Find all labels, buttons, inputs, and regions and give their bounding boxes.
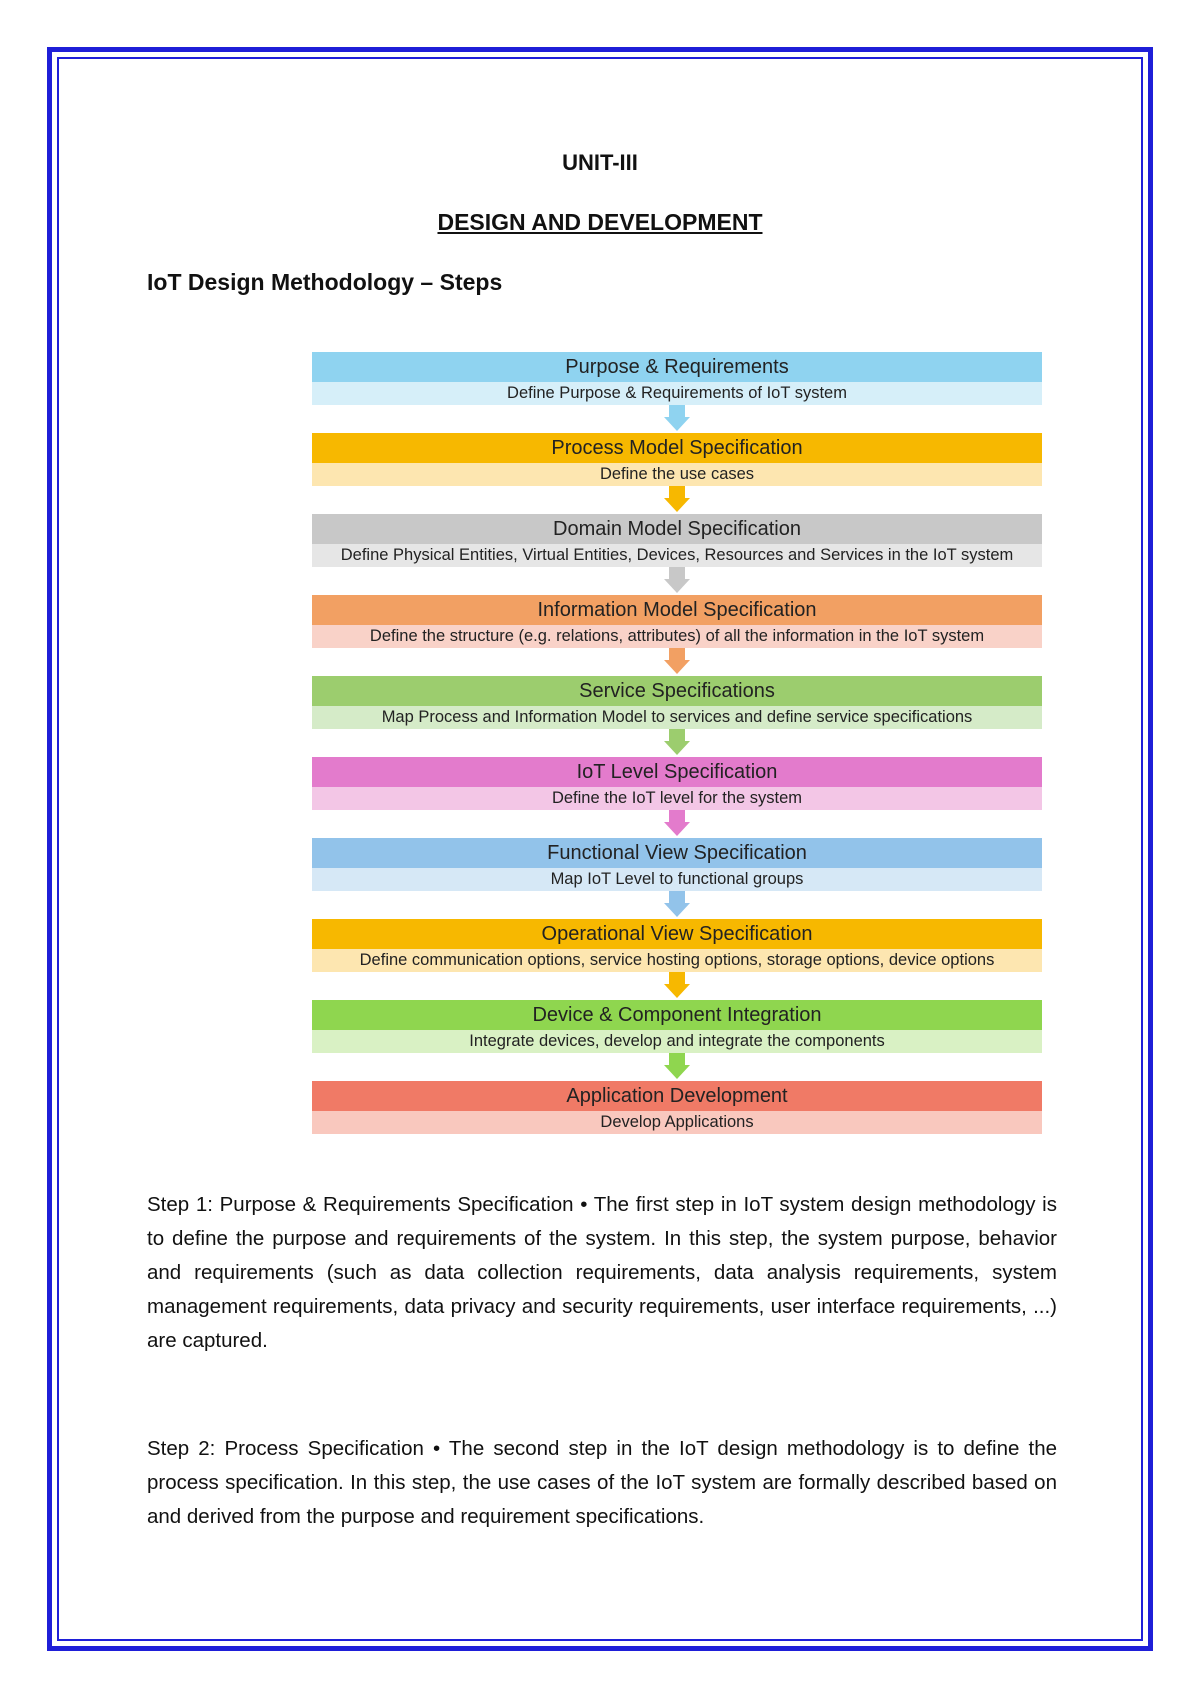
paragraph-step-1: Step 1: Purpose & Requirements Specification • The first step in IoT system design methodology is to define the purpose and requirements of the system. In this step, the system purpose, behavior and requirements (such as data collection requirements, data analysis requirements, system management requirements, data privacy and security requirements, user interface requirements, ...) are captured.	[147, 1193, 1057, 1352]
flow-step-subtitle: Map Process and Information Model to services and define service specifications	[312, 706, 1042, 729]
flow-step-subtitle: Map IoT Level to functional groups	[312, 868, 1042, 891]
down-arrow-icon	[312, 972, 1042, 1000]
flow-step-title: Domain Model Specification	[312, 514, 1042, 544]
flow-step-title: Operational View Specification	[312, 919, 1042, 949]
flow-step-subtitle: Define Physical Entities, Virtual Entities, Devices, Resources and Services in the IoT system	[312, 544, 1042, 567]
methodology-flow-diagram	[312, 352, 1042, 1134]
flow-step	[312, 919, 1042, 972]
flow-step-title: IoT Level Specification	[312, 757, 1042, 787]
down-arrow-icon	[312, 486, 1042, 514]
flow-step-subtitle: Define the IoT level for the system	[312, 787, 1042, 810]
down-arrow-icon	[312, 891, 1042, 919]
flow-step	[312, 352, 1042, 405]
flow-step	[312, 514, 1042, 567]
down-arrow-icon	[312, 810, 1042, 838]
down-arrow-icon	[312, 567, 1042, 595]
down-arrow-icon	[312, 648, 1042, 676]
main-title: DESIGN AND DEVELOPMENT	[437, 209, 763, 235]
flow-step-title: Information Model Specification	[312, 595, 1042, 625]
flow-step-title: Service Specifications	[312, 676, 1042, 706]
flow-step	[312, 433, 1042, 486]
flow-step-title: Functional View Specification	[312, 838, 1042, 868]
flow-step	[312, 1081, 1042, 1134]
flow-step-subtitle: Define communication options, service hosting options, storage options, device options	[312, 949, 1042, 972]
down-arrow-icon	[312, 1053, 1042, 1081]
down-arrow-icon	[312, 405, 1042, 433]
flow-step-title: Application Development	[312, 1081, 1042, 1111]
down-arrow-icon	[312, 729, 1042, 757]
flow-step-subtitle: Integrate devices, develop and integrate the components	[312, 1030, 1042, 1053]
flow-step	[312, 1000, 1042, 1053]
flow-step	[312, 757, 1042, 810]
paragraph-step-2: Step 2: Process Specification • The second step in the IoT design methodology is to define the process specification. In this step, the use cases of the IoT system are formally described based on and derived from the purpose and requirement specifications.	[147, 1437, 1057, 1528]
flow-step	[312, 838, 1042, 891]
unit-title: UNIT-III	[562, 150, 638, 175]
flow-step-subtitle: Define the use cases	[312, 463, 1042, 486]
flow-step-subtitle: Define the structure (e.g. relations, attributes) of all the information in the IoT system	[312, 625, 1042, 648]
flow-step-subtitle: Define Purpose & Requirements of IoT system	[312, 382, 1042, 405]
flow-step	[312, 676, 1042, 729]
flow-step-title: Process Model Specification	[312, 433, 1042, 463]
flow-step-title: Purpose & Requirements	[312, 352, 1042, 382]
flow-step	[312, 595, 1042, 648]
section-heading: IoT Design Methodology – Steps	[147, 269, 503, 295]
flow-step-title: Device & Component Integration	[312, 1000, 1042, 1030]
flow-step-subtitle: Develop Applications	[312, 1111, 1042, 1134]
